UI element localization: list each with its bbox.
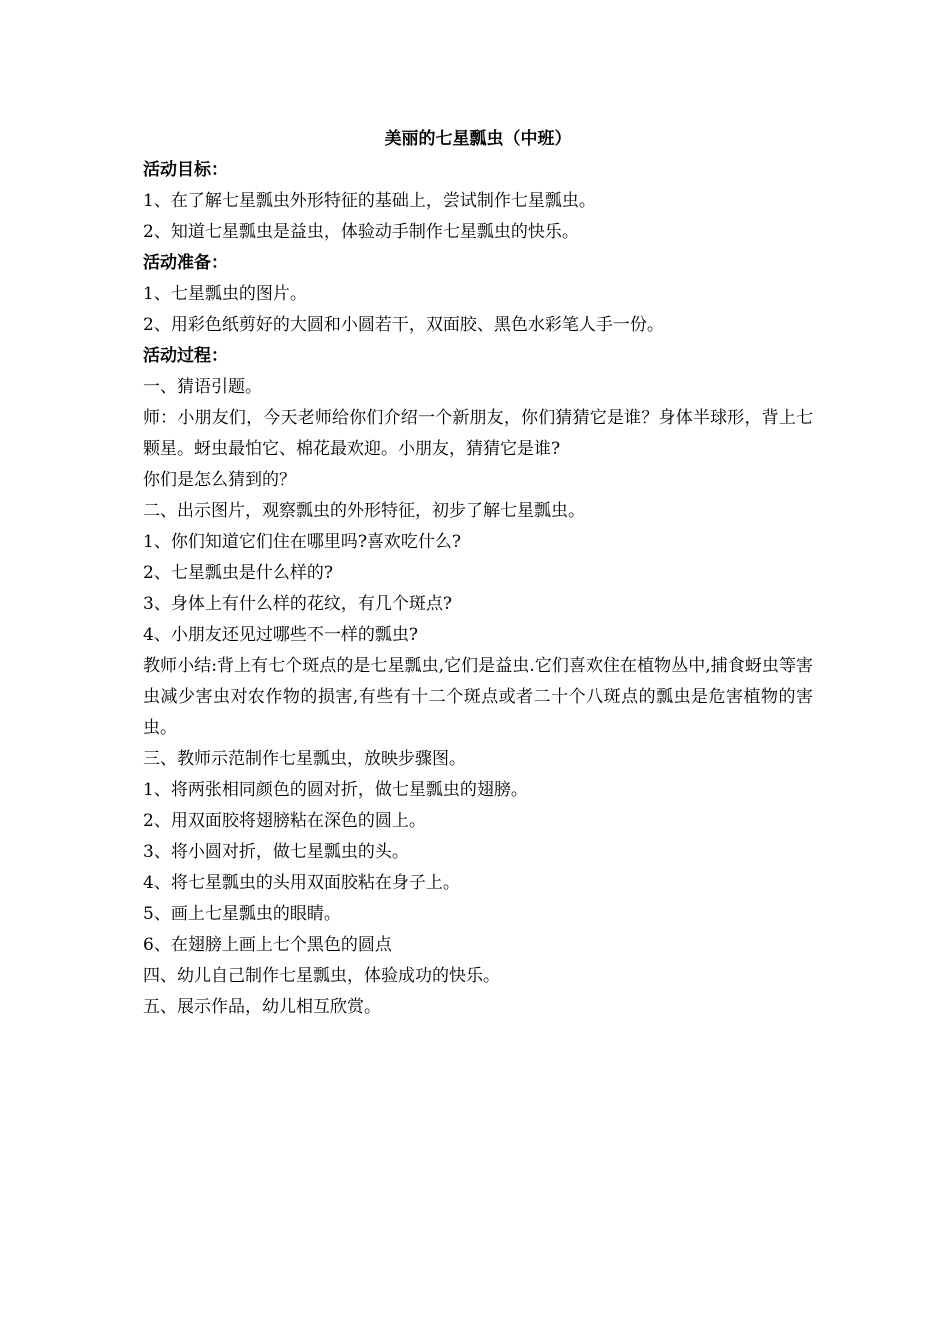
step-title: 三、教师示范制作七星瓢虫，放映步骤图。 [143, 749, 466, 769]
craft-step: 1、将两张相同颜色的圆对折，做七星瓢虫的翅膀。 [143, 780, 528, 800]
step-title: 一、猜语引题。 [143, 377, 262, 397]
step-title: 五、展示作品，幼儿相互欣赏。 [143, 997, 381, 1017]
preparation-item: 1、七星瓢虫的图片。 [143, 284, 307, 304]
step-title: 四、幼儿自己制作七星瓢虫，体验成功的快乐。 [143, 966, 500, 986]
craft-step: 5、画上七星瓢虫的眼睛。 [143, 904, 341, 924]
craft-step: 3、将小圆对折，做七星瓢虫的头。 [143, 842, 409, 862]
observation-question: 2、七星瓢虫是什么样的? [143, 563, 333, 583]
goal-item: 1、在了解七星瓢虫外形特征的基础上，尝试制作七星瓢虫。 [143, 191, 596, 211]
craft-step: 2、用双面胶将翅膀粘在深色的圆上。 [143, 811, 426, 831]
riddle-question: 你们是怎么猜到的？ [143, 470, 296, 490]
step-title: 二、出示图片，观察瓢虫的外形特征，初步了解七星瓢虫。 [143, 501, 585, 521]
observation-question: 3、身体上有什么样的花纹，有几个斑点? [143, 594, 452, 614]
observation-question: 4、小朋友还见过哪些不一样的瓢虫? [143, 625, 418, 645]
goal-item: 2、知道七星瓢虫是益虫，体验动手制作七星瓢虫的快乐。 [143, 222, 579, 242]
preparation-item: 2、用彩色纸剪好的大圆和小圆若干，双面胶、黑色水彩笔人手一份。 [143, 315, 664, 335]
goals-heading: 活动目标： [143, 160, 228, 180]
craft-step: 4、将七星瓢虫的头用双面胶粘在身子上。 [143, 873, 460, 893]
riddle-paragraph: 师：小朋友们，今天老师给你们介绍一个新朋友，你们猜猜它是谁？身体半球形，背上七颗星。蚜虫最怕它、棉花最欢迎。小朋友，猜猜它是谁? [143, 408, 813, 459]
process-heading: 活动过程： [143, 346, 228, 366]
observation-question: 1、你们知道它们住在哪里吗?喜欢吃什么? [143, 532, 462, 552]
document-page [143, 124, 813, 1023]
teacher-summary: 教师小结:背上有七个斑点的是七星瓢虫,它们是益虫.它们喜欢住在植物丛中,捕食蚜虫等害虫减少害虫对农作物的损害,有些有十二个斑点或者二十个八斑点的瓢虫是危害植物的害虫。 [143, 656, 813, 738]
preparation-heading: 活动准备： [143, 253, 228, 273]
craft-step: 6、在翅膀上画上七个黑色的圆点 [143, 935, 392, 955]
document-title: 美丽的七星瓢虫（中班） [384, 129, 572, 149]
